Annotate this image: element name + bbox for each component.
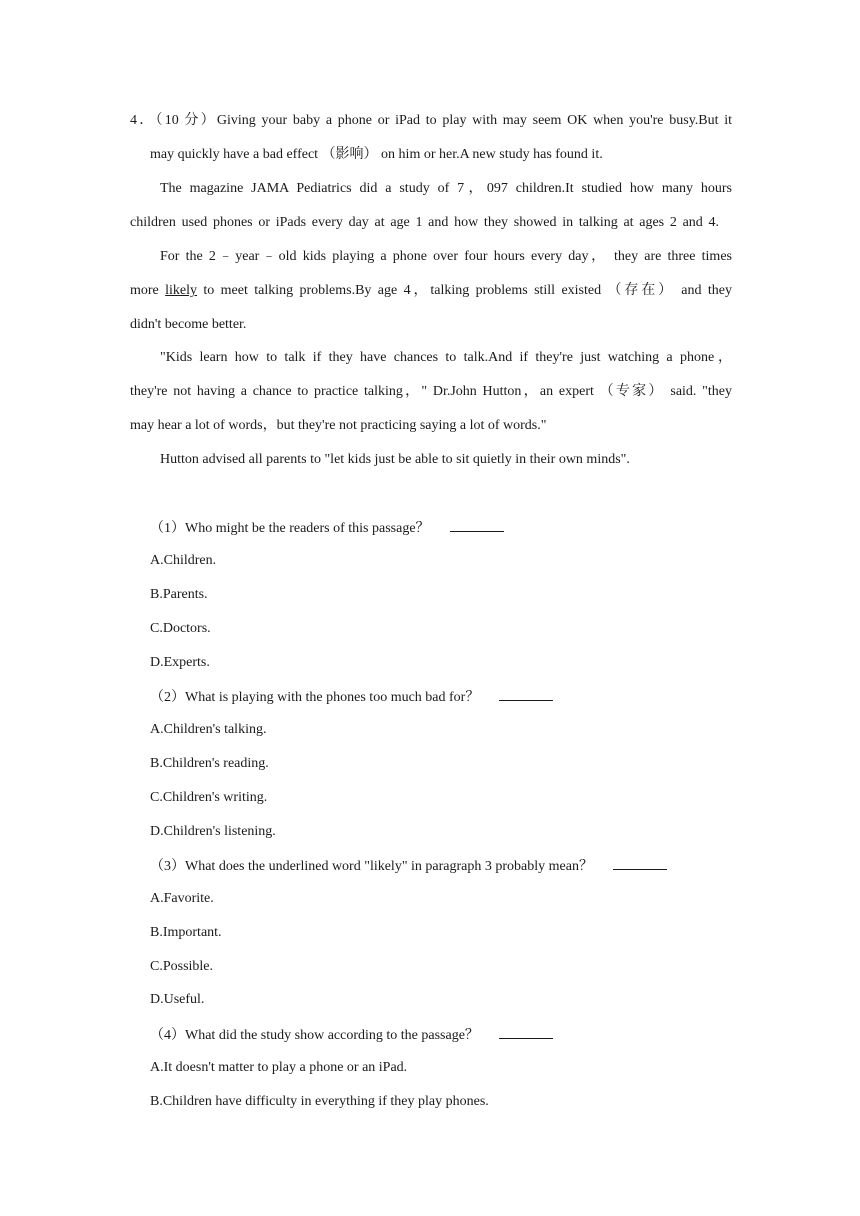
question-3-option-b: B.Important. (150, 925, 222, 940)
question-intro-line-1 (130, 111, 732, 131)
question-2-stem: （2）What is playing with the phones too much bad for？ (150, 686, 553, 706)
question-4-option-a: A.It doesn't matter to play a phone or an iPad. (150, 1060, 408, 1075)
question-number: 4． (130, 113, 156, 128)
passage-p4-line-1: Hutton advised all parents to "let kids just be able to sit quietly in their own minds". (160, 452, 630, 467)
passage-p3-line-3: may hear a lot of words，but they're not practicing saying a lot of words." (130, 418, 547, 433)
underlined-word-likely: likely (165, 283, 198, 298)
question-3-option-a: A.Favorite. (150, 891, 214, 906)
p2-text-after: to meet talking problems.By age 4，talking problems still existed （存在） and they (203, 283, 732, 298)
question-2-option-d: D.Children's listening. (150, 824, 276, 839)
question-3-option-d: D.Useful. (150, 992, 205, 1007)
answer-blank-2[interactable] (499, 686, 553, 701)
question-2-option-a: A.Children's talking. (150, 722, 267, 737)
question-1-option-a: A.Children. (150, 553, 217, 568)
passage-p2-line-1: For the 2﹣year﹣old kids playing a phone over four hours every day， they are three times (160, 249, 732, 264)
question-1-stem: （1）Who might be the readers of this passage？ (150, 517, 504, 537)
passage-p3-line-1: "Kids learn how to talk if they have chances to talk.And if they're just watching a phone， (160, 350, 732, 365)
passage-p2-line-2 (130, 281, 732, 301)
answer-blank-4[interactable] (499, 1024, 553, 1039)
question-4-option-b: B.Children have difficulty in everything if they play phones. (150, 1094, 489, 1109)
answer-blank-3[interactable] (613, 855, 667, 870)
passage-p1-line-1: The magazine JAMA Pediatrics did a study of 7，097 children.It studied how many hours (160, 181, 732, 196)
p2-text-before: more (130, 283, 159, 298)
question-score: （10 分） (155, 113, 217, 128)
question-1-option-c: C.Doctors. (150, 621, 211, 636)
question-3-stem: （3）What does the underlined word "likely" in paragraph 3 probably mean？ (150, 855, 667, 875)
question-1-option-b: B.Parents. (150, 587, 208, 602)
passage-p1-line-2: children used phones or iPads every day at age 1 and how they showed in talking at ages 2 and 4. (130, 215, 719, 230)
question-3-option-c: C.Possible. (150, 959, 214, 974)
passage-p2-line-3: didn't become better. (130, 317, 247, 332)
question-4-stem: （4）What did the study show according to the passage？ (150, 1024, 553, 1044)
question-2-option-c: C.Children's writing. (150, 790, 268, 805)
passage-p3-line-2: they're not having a chance to practice talking，" Dr.John Hutton，an expert （专家） said. "they (130, 384, 732, 399)
question-2-option-b: B.Children's reading. (150, 756, 269, 771)
intro-text-1: Giving your baby a phone or iPad to play with may seem OK when you're busy.But it (216, 113, 732, 128)
answer-blank-1[interactable] (450, 517, 504, 532)
question-1-option-d: D.Experts. (150, 655, 210, 670)
question-intro-line-2: may quickly have a bad effect （影响） on him or her.A new study has found it. (150, 147, 603, 162)
